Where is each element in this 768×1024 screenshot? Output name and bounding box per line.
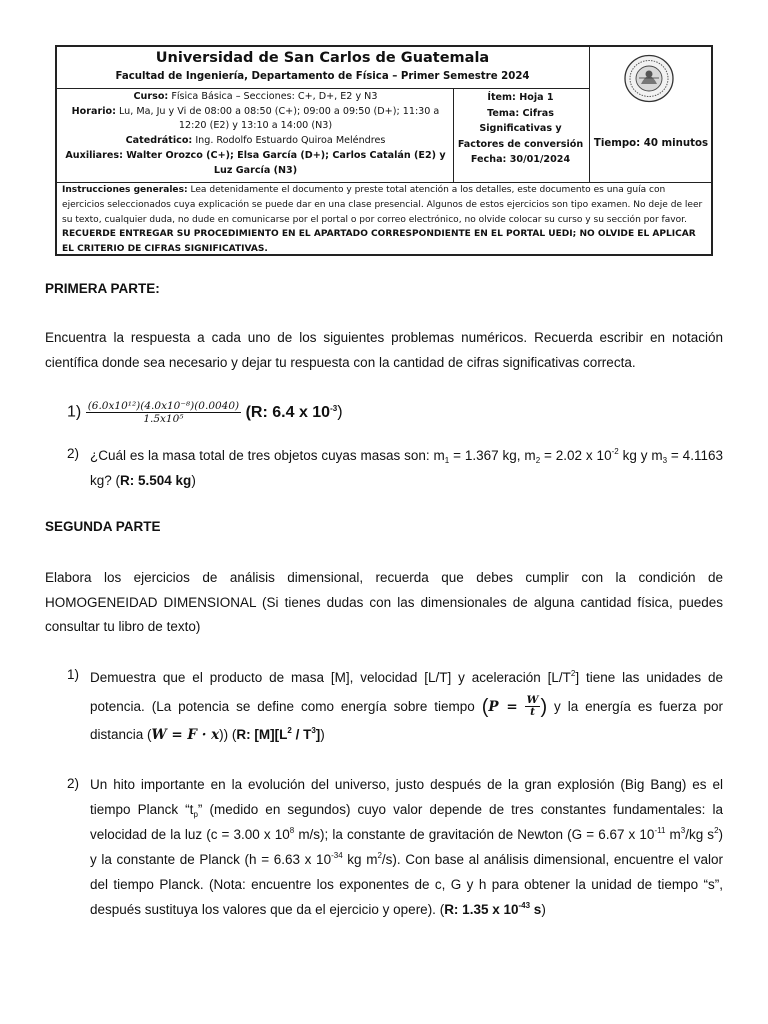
formula-fraction	[525, 695, 541, 718]
table-divider	[589, 47, 590, 183]
catedratico-value: Ing. Rodolfo Estuardo Quiroa Meléndres	[192, 135, 386, 147]
fecha-line: Fecha: 30/01/2024	[470, 154, 571, 165]
auxiliares-value: Walter Orozco (C+); Elsa García (D+); Carlos Catalán (E2) y Luz García (N3)	[122, 149, 446, 176]
q1-answer-exp: 3	[311, 726, 316, 736]
problem-2-number: 2)	[67, 446, 80, 461]
q1-text: Demuestra que el producto de masa [M], velocidad [L/T] y aceleración [L/T	[90, 670, 571, 685]
tema-line: Tema: Cifras Significativas y Factores de conversión	[457, 107, 584, 150]
q2-text: ” (medido en segundos) cuyo valor depende de tres constantes fundamentales: la velocidad de la luz (c = 3.00 x 10	[90, 802, 723, 842]
q2-answer-text: R: 1.35 x 10	[444, 902, 519, 917]
p2-text: = 2.02 x 10	[540, 448, 612, 463]
p2-text: = 1.367 kg, m	[449, 448, 536, 463]
university-seal-icon	[623, 54, 675, 103]
horario-label: Horario:	[71, 105, 116, 117]
question-1-answer	[236, 727, 320, 742]
part2-intro: Elabora los ejercicios de análisis dimensional, recuerda que debes cumplir con la condición de HOMOGENEIDAD DIMENSIONAL (Si tienes dudas con las dimensionales de alguna cantidad física, puedes consultar tu libro de texto)	[45, 570, 723, 634]
time-limit: Tiempo: 40 minutos	[593, 138, 709, 149]
question-2-answer	[444, 902, 541, 917]
q2-answer-unit: s	[530, 902, 542, 917]
instructions-text: Lea detenidamente el documento y preste total atención a los detalles, este documento es una guía con ejercicios seleccionados cuya explicación se puede dar en una clase presencial. Algunos de estos ejercicios son tipo examen. No deje de leer su texto, cualquier duda, no dude en comunicarse por el portal o por correo electrónico, no olvide colocar su curso y su sección por favor.	[62, 185, 703, 225]
faculty-line: Facultad de Ingeniería, Departamento de Física – Primer Semestre 2024	[115, 71, 530, 82]
instructions-label: Instrucciones generales:	[62, 185, 188, 195]
item-info	[453, 90, 588, 168]
horario-value: Lu, Ma, Ju y Vi de 08:00 a 08:50 (C+); 09:00 a 09:50 (D+); 11:30 a 12:20 (E2) y 13:10 a 14:00 (N3)	[115, 105, 440, 132]
q2-text: m/s); la constante de gravitación de Newton (G = 6.67 x 10	[294, 827, 655, 842]
problem-2-answer: R: 5.504 kg	[120, 473, 192, 488]
q2-exp: 3	[680, 826, 686, 835]
question-1-number: 1)	[67, 667, 80, 682]
q1-answer-text: / T	[291, 727, 312, 743]
curso-label: Curso:	[133, 91, 169, 102]
p2-sub: 2	[535, 456, 541, 465]
formula-numerator: W	[526, 694, 539, 707]
p2-text: = 4.1163 kg? (	[90, 448, 723, 488]
question-2-text	[90, 772, 723, 922]
part1-intro: Encuentra la respuesta a cada uno de los siguientes problemas numéricos. Recuerda escribir en notación científica donde sea necesario y dejar tu respuesta con la cantidad de cifras significativas correcta.	[45, 330, 723, 370]
course-header-table	[55, 45, 713, 256]
energy-formula: W = F · x	[151, 727, 220, 744]
q2-exp: 8	[289, 826, 295, 835]
q2-text: Un hito importante en la evolución del universo, justo después de la gran explosión (Big Bang) es el tiempo Planck “t	[90, 777, 723, 817]
problem-1-answer	[246, 404, 338, 421]
auxiliares-label: Auxiliares:	[65, 149, 123, 161]
answer-exponent: -3	[330, 403, 338, 413]
course-info	[59, 90, 452, 178]
fraction-denominator: 1.5x10⁵	[143, 413, 184, 425]
p2-exp: -2	[611, 447, 619, 456]
item-line: Ítem: Hoja 1	[487, 92, 554, 103]
curso-value: Física Básica – Secciones: C+, D+, E2 y N3	[168, 91, 378, 102]
fraction-numerator: (6.0x10¹²)(4.0x10⁻⁸)(0.0040)	[87, 400, 240, 412]
q2-text: ) y la constante de Planck (h = 6.63 x 10	[90, 827, 724, 867]
q2-exp: 2	[714, 826, 719, 835]
table-divider	[57, 88, 589, 89]
q2-text: kg m	[342, 852, 378, 867]
q1-text: ] tiene las unidades de potencia. (La potencia se define como energía sobre tiempo	[90, 670, 723, 714]
p2-text: )	[191, 473, 196, 488]
answer-close: )	[337, 403, 343, 421]
formula-denominator: t	[530, 706, 535, 719]
q1-text: y la energía es fuerza por distancia (	[90, 698, 723, 743]
formula-p: P =	[488, 698, 518, 715]
q2-exp: 2	[377, 851, 382, 860]
answer-text: (R: 6.4 x 10	[245, 403, 331, 421]
q2-text: )	[541, 902, 546, 917]
q1-answer-exp: 2	[287, 726, 292, 736]
q2-answer-exp: -43	[518, 901, 531, 910]
problem-1	[67, 400, 343, 440]
instructions-warning: RECUERDE ENTREGAR SU PROCEDIMIENTO EN EL APARTADO CORRESPONDIENTE EN EL PORTAL UEDI; NO OLVIDE EL APLICAR EL CRITERIO DE CIFRAS SIGNIFICATIVAS.	[62, 229, 696, 255]
part2-title: SEGUNDA PARTE	[45, 519, 161, 534]
problem-2-text	[90, 443, 723, 493]
power-formula: (P = $\frac{W}{t}$ )	[481, 694, 548, 719]
q2-exp: -11	[654, 826, 666, 835]
q1-answer-text: ]	[315, 727, 321, 743]
q1-exp: 2	[570, 669, 576, 678]
q2-text: /s). Con base al análisis dimensional, encuentre el valor del tiempo Planck. (Nota: encuentre los exponentes de c, G y h para obtener la unidad de tiempo “s”, después sustituya los valores que da el ejercicio y opere). (	[90, 852, 723, 917]
q1-answer-text: R: [M][L	[236, 727, 288, 743]
p2-sub: 1	[444, 456, 450, 465]
q1-text: )	[320, 727, 325, 743]
question-2-number: 2)	[67, 776, 80, 791]
university-name: Universidad de San Carlos de Guatemala	[155, 50, 490, 66]
problem-1-number: 1)	[67, 403, 82, 421]
p2-text: ¿Cuál es la masa total de tres objetos cuyas masas son: m	[90, 448, 445, 463]
problem-1-fraction	[86, 400, 241, 425]
part1-title: PRIMERA PARTE:	[45, 281, 160, 296]
general-instructions	[62, 183, 708, 257]
q1-text: )) (	[219, 727, 237, 743]
question-1-text	[90, 664, 723, 750]
q2-sub: p	[193, 810, 198, 819]
p2-text: kg y m	[618, 448, 663, 463]
catedratico-label: Catedrático:	[125, 135, 193, 147]
q2-exp: -34	[331, 851, 343, 860]
p2-sub: 3	[662, 456, 668, 465]
q2-text: /kg s	[685, 827, 715, 842]
q2-text: m	[665, 827, 681, 842]
